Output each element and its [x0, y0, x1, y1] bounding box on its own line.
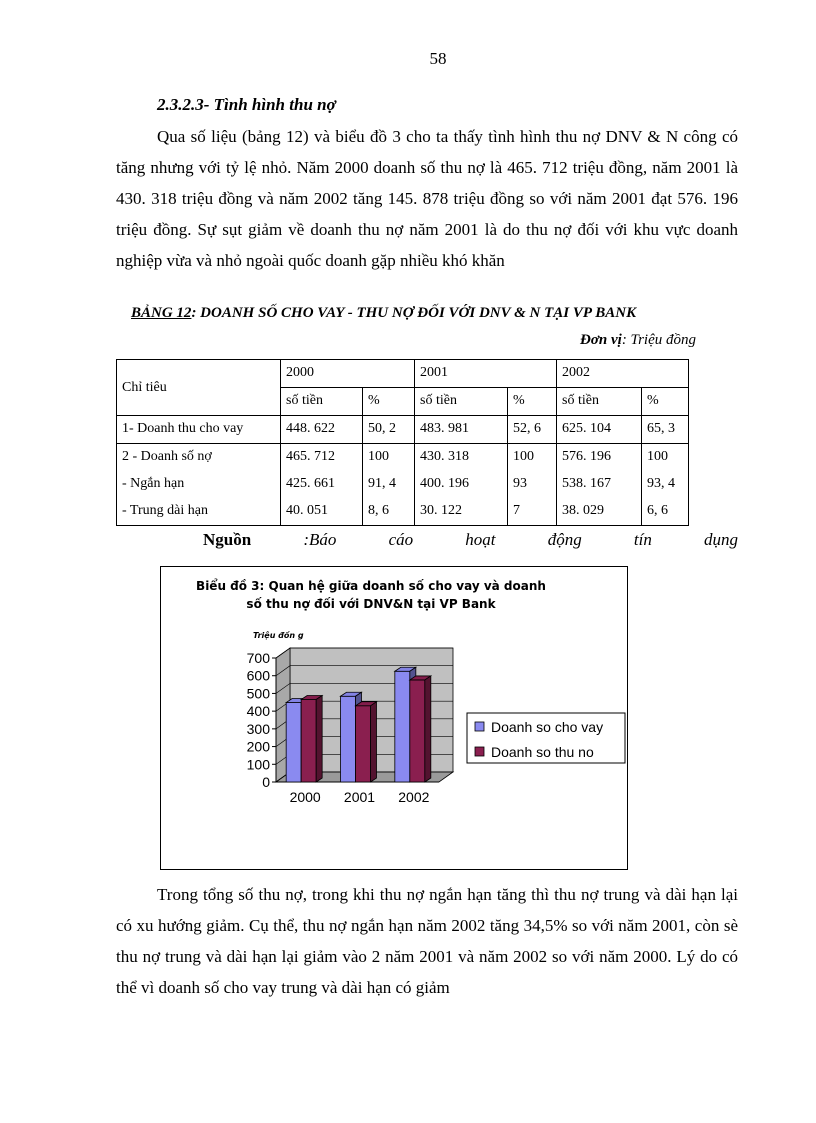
legend-swatch: [475, 722, 484, 731]
table-cell: 7: [508, 498, 557, 526]
chart-ylabel: Triệu đồn g: [253, 631, 304, 640]
bar: [286, 703, 301, 782]
table-caption-title: : DOANH SỐ CHO VAY - THU NỢ ĐỐI VỚI DNV & N TẠI VP BANK: [191, 305, 637, 321]
table-cell: 448. 622: [281, 416, 363, 444]
table-cell: 52, 6: [508, 416, 557, 444]
bar: [395, 671, 410, 782]
y-tick-label: 400: [246, 703, 270, 720]
table-cell: 538. 167: [557, 471, 642, 498]
x-tick-label: 2001: [343, 789, 376, 805]
table-caption: [131, 305, 636, 322]
table-cell: 30. 122: [415, 498, 508, 526]
y-tick-label: 0: [262, 774, 270, 790]
table-cell: 8, 6: [363, 498, 415, 526]
chart-legend: [467, 713, 625, 763]
legend-label: Doanh so cho vay: [491, 719, 604, 735]
bar: [356, 706, 371, 782]
paragraph-2: [116, 879, 738, 1003]
chart-title-line2: số thu nợ đối với DNV&N tại VP Bank: [246, 597, 496, 611]
table-cell: 425. 661: [281, 471, 363, 498]
bar: [301, 700, 316, 782]
source-word: cáo: [388, 530, 414, 549]
unit-value: : Triệu đồng: [621, 332, 696, 348]
table-subheader: số tiền: [557, 388, 642, 416]
table-header-row: [117, 360, 689, 388]
table-cell: 1- Doanh thu cho vay: [117, 416, 281, 444]
paragraph-2-text: Trong tổng số thu nợ, trong khi thu nợ ngắn hạn tăng thì thu nợ trung và dài hạn lại có xu hướng giảm. Cụ thể, thu nợ ngắn hạn năm 2002 tăng 34,5% so với năm 2001, còn sè thu nợ trung và dài hạn lại giảm vào 2 năm 2001 và năm 2002 so với năm 2000. Lý do có thể vì doanh số cho vay trung và dài hạn có giảm: [116, 885, 738, 997]
legend-label: Doanh so thu no: [491, 744, 594, 760]
bar-side: [425, 676, 431, 782]
bar: [410, 680, 425, 782]
table-cell: 93, 4: [642, 471, 689, 498]
table-year-header: 2001: [415, 360, 557, 388]
chart-title-line1: Biểu đồ 3: Quan hệ giữa doanh số cho vay và doanh: [196, 579, 546, 593]
table-cell: 2 - Doanh số nợ: [117, 444, 281, 472]
y-tick-label: 200: [246, 738, 270, 755]
table-row: [117, 416, 689, 444]
table-cell: 430. 318: [415, 444, 508, 472]
source-word: động: [547, 530, 582, 549]
page-number: 58: [429, 49, 447, 68]
table-subheader: %: [642, 388, 689, 416]
table-cell: 100: [363, 444, 415, 472]
table-cell: 65, 3: [642, 416, 689, 444]
table-header-label: Chỉ tiêu: [117, 360, 281, 416]
y-tick-label: 300: [246, 720, 270, 737]
table-row: [117, 471, 689, 498]
x-tick-label: 2000: [289, 789, 321, 805]
table-cell: 100: [508, 444, 557, 472]
table-cell: 50, 2: [363, 416, 415, 444]
table-cell: 400. 196: [415, 471, 508, 498]
table-subheader: %: [363, 388, 415, 416]
chart-frame: [160, 566, 628, 870]
unit-label: Đơn vị: [580, 332, 622, 348]
table-cell: 6, 6: [642, 498, 689, 526]
table-cell: 40. 051: [281, 498, 363, 526]
y-tick-label: 100: [246, 756, 270, 773]
source-word: hoạt: [465, 530, 496, 549]
bar: [341, 696, 356, 782]
table-cell: 483. 981: [415, 416, 508, 444]
table-cell: 625. 104: [557, 416, 642, 444]
table-year-header: 2002: [557, 360, 689, 388]
table-caption-label: BẢNG 12: [131, 305, 192, 321]
y-tick-label: 700: [246, 650, 270, 666]
table-year-header: 2000: [281, 360, 415, 388]
paragraph-1-text: Qua số liệu (bảng 12) và biểu đồ 3 cho ta thấy tình hình thu nợ DNV & N công có tăng nhưng với tỷ lệ nhỏ. Năm 2000 doanh số thu nợ là 465. 712 triệu đồng, năm 2001 là 430. 318 triệu đồng và năm 2002 tăng 145. 878 triệu đồng so với năm 2001 đạt 576. 196 triệu đồng. Sự sụt giảm về doanh thu nợ năm 2001 là do thu nợ đối với khu vực doanh nghiệp vừa và nhỏ ngoài quốc doanh gặp nhiều khó khăn: [116, 127, 738, 270]
y-tick-label: 500: [246, 685, 270, 702]
table-cell: 100: [642, 444, 689, 472]
section-heading: 2.3.2.3- Tình hình thu nợ: [157, 95, 336, 114]
bar-chart: [161, 567, 627, 869]
table-subheader: số tiền: [415, 388, 508, 416]
bar-side: [316, 696, 322, 782]
table-subheader: số tiền: [281, 388, 363, 416]
table-cell: 38. 029: [557, 498, 642, 526]
bar-side: [371, 702, 377, 782]
x-tick-label: 2002: [398, 789, 430, 805]
source-word: tín: [633, 530, 652, 549]
source-label: Nguồn: [203, 530, 252, 549]
paragraph-1: [116, 121, 738, 276]
table-cell: 576. 196: [557, 444, 642, 472]
y-tick-label: 600: [246, 667, 270, 684]
table-subheader: %: [508, 388, 557, 416]
source-word: dụng: [704, 530, 738, 549]
table-cell: - Ngắn hạn: [117, 471, 281, 498]
table-cell: 93: [508, 471, 557, 498]
table-row: [117, 498, 689, 526]
source-word: :Báo: [303, 530, 337, 549]
table-cell: 91, 4: [363, 471, 415, 498]
unit-note: [580, 332, 696, 349]
data-table: [116, 359, 689, 526]
legend-swatch: [475, 747, 484, 756]
table-cell: - Trung dài hạn: [117, 498, 281, 526]
source-line: [203, 530, 738, 550]
table-row: [117, 444, 689, 472]
table-cell: 465. 712: [281, 444, 363, 472]
